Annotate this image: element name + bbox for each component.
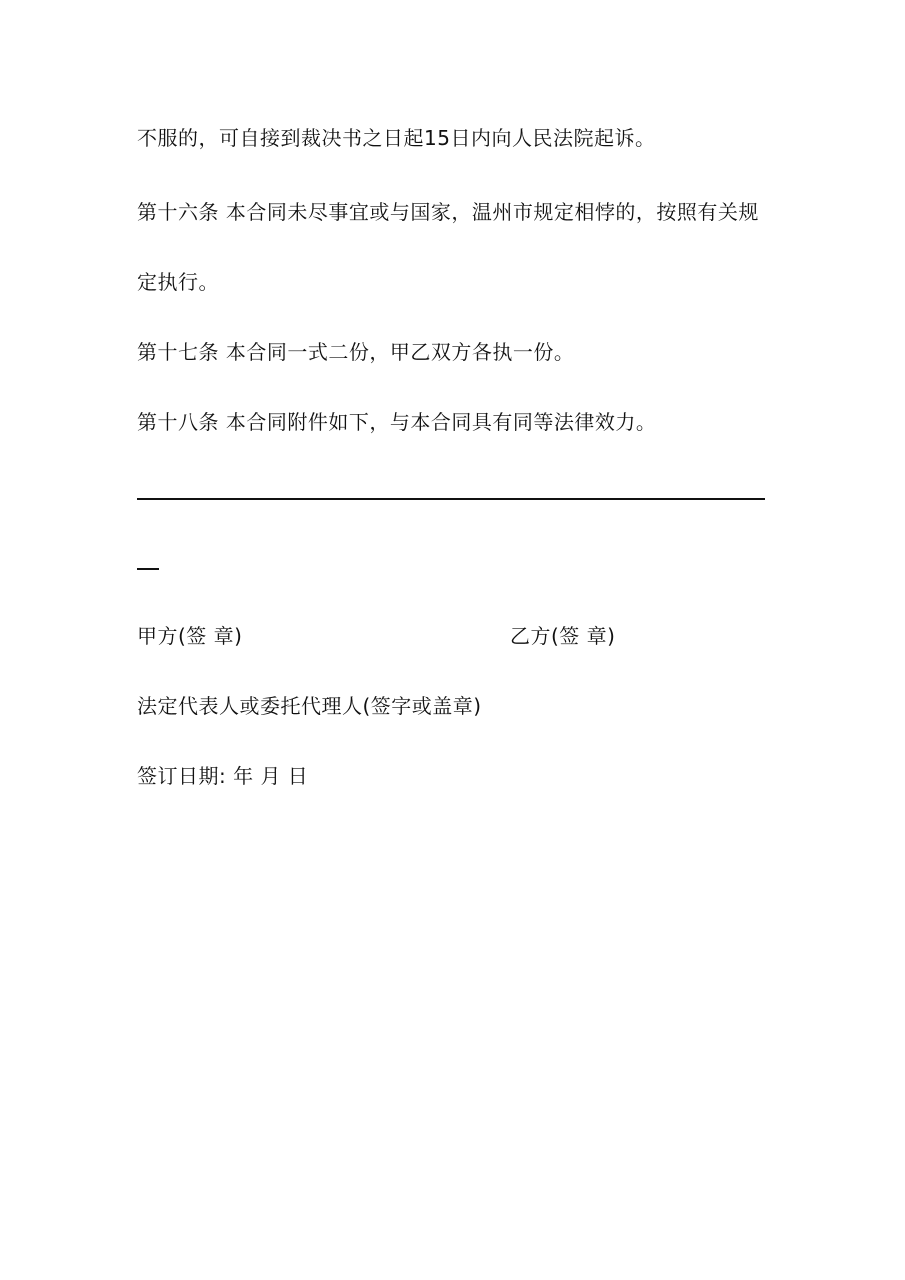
paragraph-article-16-line1: 第十六条 本合同未尽事宜或与国家，温州市规定相悖的，按照有关规 — [137, 200, 759, 224]
paragraph-arbitration-tail: 不服的，可自接到裁决书之日起15日内向人民法院起诉。 — [137, 126, 656, 150]
paragraph-article-17: 第十七条 本合同一式二份，甲乙双方各执一份。 — [137, 340, 575, 364]
attachment-blank-line — [137, 498, 765, 500]
signing-date-label: 签订日期: 年 月 日 — [137, 764, 309, 788]
party-a-signature-label: 甲方(签 章) — [137, 624, 243, 648]
attachment-blank-line-continuation — [137, 568, 159, 570]
party-b-signature-label: 乙方(签 章) — [510, 624, 616, 648]
paragraph-article-18: 第十八条 本合同附件如下，与本合同具有同等法律效力。 — [137, 410, 657, 434]
paragraph-article-16-line2: 定执行。 — [137, 270, 219, 294]
representative-signature-label: 法定代表人或委托代理人(签字或盖章) — [137, 694, 482, 718]
